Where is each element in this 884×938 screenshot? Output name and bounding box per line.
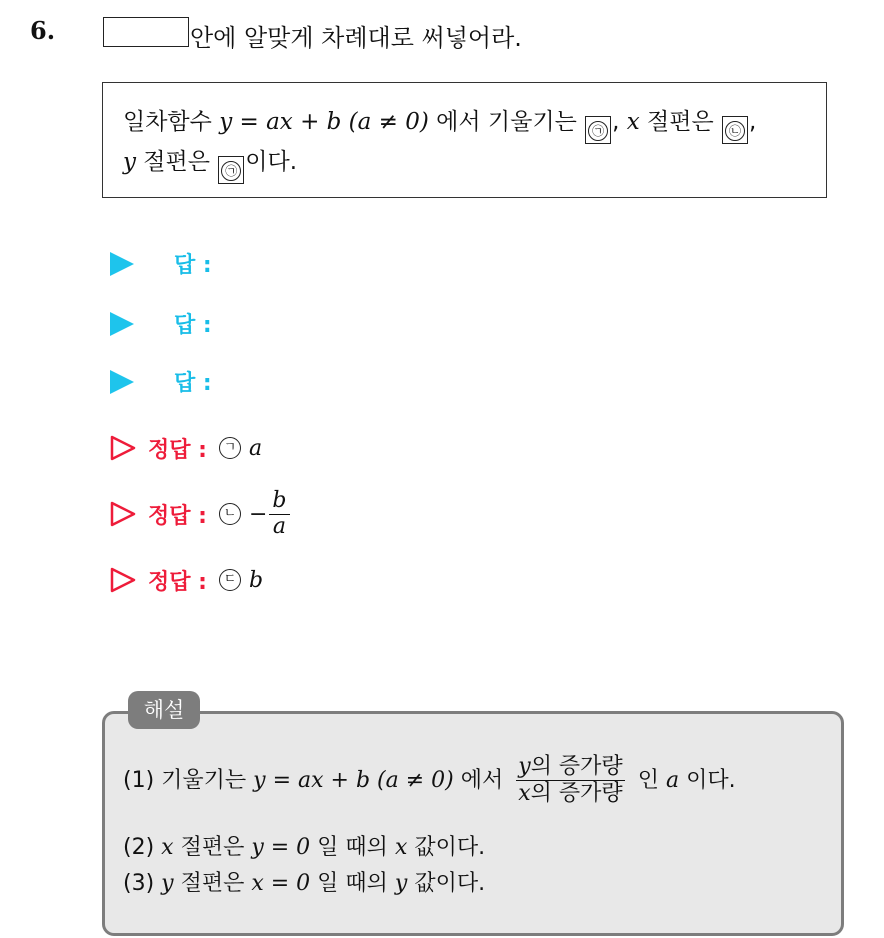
question-instruction: 안에 알맞게 차례대로 써넣어라. — [190, 24, 522, 52]
outline-triangle-icon — [110, 501, 136, 527]
fraction-numerator: b — [272, 488, 287, 514]
correct-answer-1 — [110, 428, 262, 468]
outline-triangle-icon — [110, 567, 136, 593]
explanation-line-1: (1) 기울기는 y = ax + b (a ≠ 0) 에서 y의 증가량 x의 증가량 인 a 이다. — [123, 754, 736, 807]
explanation-box — [102, 711, 844, 936]
prompt-box — [102, 82, 827, 198]
play-triangle-icon — [110, 252, 134, 276]
circled-mark: ㄷ — [219, 569, 241, 591]
prompt-line-2: y 절편은 ㉠ 이다. — [123, 143, 297, 184]
correct-answer-3 — [110, 560, 263, 600]
slope-fraction: y의 증가량 x의 증가량 — [518, 754, 623, 807]
answer-label: 답 : — [174, 371, 212, 396]
correct-answer-value: a — [248, 435, 263, 461]
fraction-denominator: a — [272, 513, 287, 539]
answer-box-3: ㉠ — [218, 156, 244, 184]
answer-label: 답 : — [174, 253, 212, 278]
question-number: 6. — [30, 16, 56, 45]
correct-answer-label: 정답 : — [148, 503, 207, 529]
correct-answer-value: b — [248, 567, 264, 593]
explanation-line-3: (3) y 절편은 x = 0 일 때의 y 값이다. — [123, 871, 486, 896]
answer-row-2 — [110, 304, 212, 344]
equation: y = ax + b (a ≠ 0) — [219, 109, 429, 135]
correct-answer-2 — [110, 488, 290, 539]
explanation-tag: 해설 — [128, 691, 200, 729]
blank-box — [103, 17, 189, 47]
answer-box-1: ㉠ — [585, 116, 611, 144]
outline-triangle-icon — [110, 435, 136, 461]
prompt-line-1: 일차함수 y = ax + b (a ≠ 0) 에서 기울기는 ㉠ , x 절편은 ㉡ , — [123, 103, 756, 144]
correct-answer-label: 정답 : — [148, 437, 207, 463]
play-triangle-icon — [110, 370, 134, 394]
answer-row-3 — [110, 362, 212, 402]
explanation-line-2: (2) x 절편은 y = 0 일 때의 x 값이다. — [123, 835, 486, 860]
fraction — [269, 489, 289, 538]
answer-box-2: ㉡ — [722, 116, 748, 144]
circled-mark: ㄱ — [219, 437, 241, 459]
minus-sign: − — [248, 501, 268, 527]
answer-label: 답 : — [174, 313, 212, 338]
answer-row-1 — [110, 244, 212, 284]
correct-answer-label: 정답 : — [148, 569, 207, 595]
play-triangle-icon — [110, 312, 134, 336]
circled-mark: ㄴ — [219, 503, 241, 525]
